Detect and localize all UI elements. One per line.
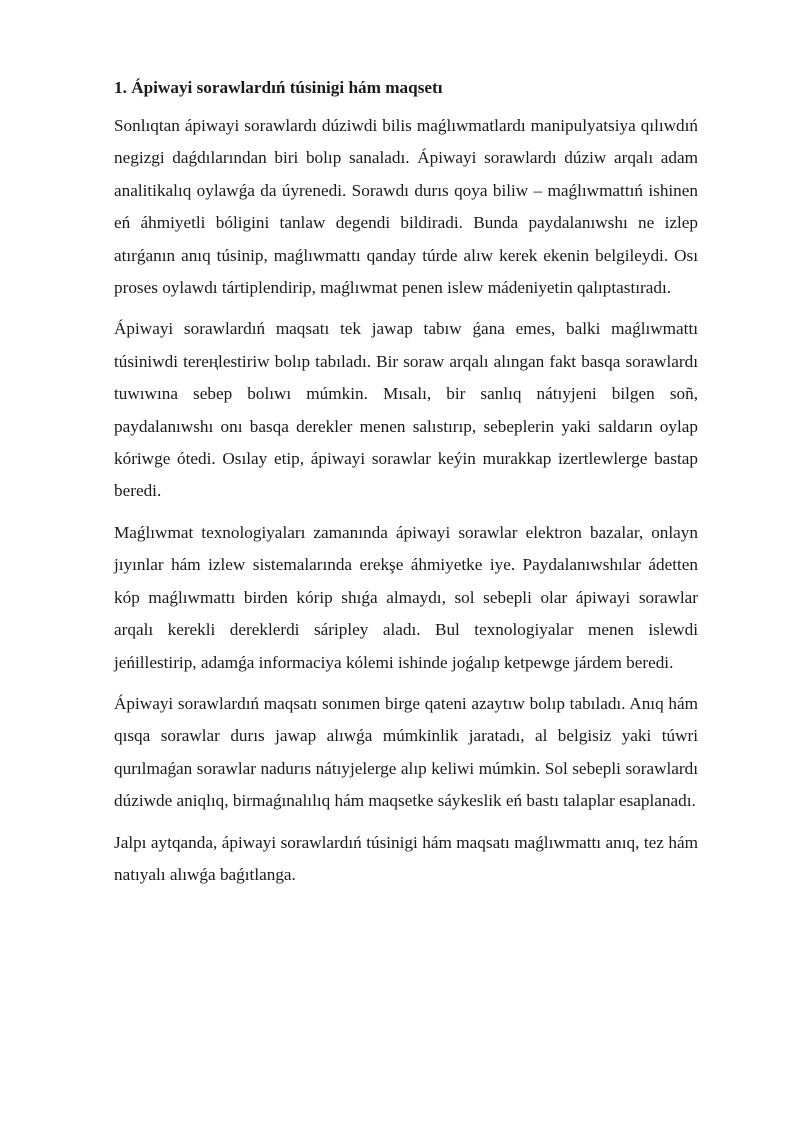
paragraph-5: Jalpı aytqanda, ápiwayi sorawlardıń túsinigi hám maqsatı maǵlıwmattı anıq, tez hám natıyalı alıwǵa baǵıtlanga.: [114, 832, 698, 884]
paragraph-4: Ápiwayi sorawlardıń maqsatı sonımen birge qateni azaytıw bolıp tabıladı. Anıq hám qısqa sorawlar durıs jawap alıwǵa múmkinlik jaratadı, al belgisiz yaki túwri qurılmaǵan sorawlar nadurıs nátıyjelerge alıp keliwi múmkin. Sol sebepli sorawlardı dúziwde aniqlıq, birmaǵınalılıq hám maqsetke sáykeslik eń bastı talaplar esaplanadı.: [114, 693, 698, 811]
paragraph-3: Maǵlıwmat texnologiyaları zamanında ápiwayi sorawlar elektron bazalar, onlayn jıyınlar hám izlew sistemalarında erekşe áhmiyetke iye. Paydalanıwshılar ádetten kóp maǵlıwmattı birden kórip shıǵa almaydı, sol sebepli olar ápiwayi sorawlar arqalı kerekli dereklerdi sáripley aladı. Bul texnologiyalar menen islewdi jeńillestirip, adamǵa informaciya kólemi ishinde joǵalıp ketpewge járdem beredi.: [114, 522, 698, 672]
paragraph-1: Sonlıqtan ápiwayi sorawlardı dúziwdi bilis maǵlıwmatlardı manipulyatsiya qılıwdıń negizgi daǵdılarından biri bolıp sanaladı. Ápiwayi sorawlardı dúziw arqalı adam analitikalıq oylawǵa da úyrenedi. Sorawdı durıs qoya biliw – maǵlıwmattıń ishinen eń áhmiyetli bóligini tanlaw degendi bildiradi. Bunda paydalanıwshı ne izlep atırǵanın anıq túsinip, maǵlıwmattı qanday túrde alıw kerek ekenin belgileydi. Osı proses oylawdı tártiplendirip, maǵlıwmat penen islew mádeniyetin qalıptastıradı.: [114, 116, 698, 298]
paragraph-2: Ápiwayi sorawlardıń maqsatı tek jawap tabıw ǵana emes, balki maǵlıwmattı túsiniwdi tereңlestiriw bolıp tabıladı. Bir soraw arqalı alıngan fakt basqa sorawlardı tuwıwına sebep bolıwı múmkin. Mısalı, bir sanlıq nátıyjeni bilgen soñ, paydalanıwshı onı basqa derekler menen salıstırıp, sebeplerin yaki saldarın oylap kóriwge ótedi. Osılay etip, ápiwayi sorawlar keýin murakkap izertlewlerge bastap beredi.: [114, 319, 698, 501]
section-heading: 1. Ápiwayi sorawlardıń túsinigi hám maqsetı: [114, 78, 443, 97]
document-body: [114, 76, 698, 900]
